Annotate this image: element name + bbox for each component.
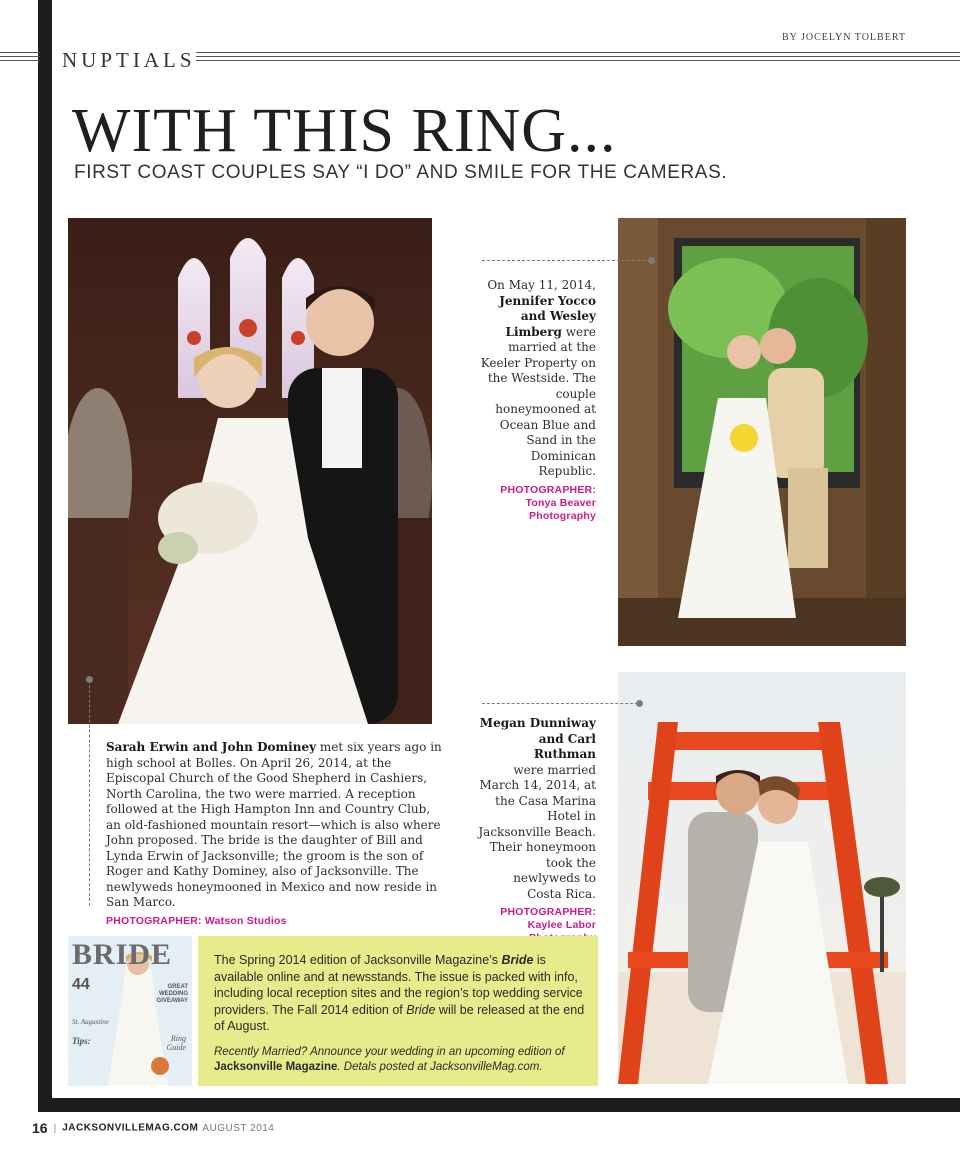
headline: WITH THIS RING...: [72, 97, 617, 165]
promo-note-text: . Detals posted at JacksonvilleMag.com.: [337, 1061, 543, 1073]
connector-dot-couple2: [648, 257, 655, 264]
promo-text: will be released at the end of August.: [214, 1002, 585, 1033]
credit-label: PHOTOGRAPHER:: [106, 914, 202, 927]
cover-guide-line: Guide: [166, 1043, 186, 1052]
deck: FIRST COAST COUPLES SAY “I DO” AND SMILE FOR THE CAMERAS.: [74, 162, 728, 183]
photo-barn-couple: [618, 218, 906, 646]
credit-label: PHOTOGRAPHER:: [500, 483, 596, 496]
caption-couple2-names: Jennifer Yocco and Wesley Limberg: [499, 293, 596, 339]
credit-name-2: Photography: [529, 509, 596, 522]
promo-bride-title: Bride: [406, 1002, 436, 1017]
caption-couple2: [476, 278, 596, 523]
bride-promo-text: [214, 952, 586, 1035]
section-rule-left: [0, 52, 40, 66]
cover-city: St. Augustine: [72, 1018, 109, 1026]
promo-bride-title: Bride: [501, 953, 534, 967]
section-rule-right: [196, 52, 960, 66]
cover-feature: [157, 984, 188, 1005]
connector-line-couple2: [482, 260, 650, 261]
section-label: NUPTIALS: [62, 48, 196, 72]
cover-guide-line: Ring: [170, 1034, 186, 1043]
promo-note-text: Recently Married? Announce your wedding in an upcoming edition of: [214, 1046, 565, 1058]
cover-feature-line: GIVEAWAY: [156, 998, 188, 1004]
connector-line-couple3: [482, 703, 638, 704]
page-footer: [32, 1120, 274, 1136]
bride-magazine-cover: [68, 936, 192, 1086]
caption-couple1-text: met six years ago in high school at Bolles. On April 26, 2014, at the Episcopal Church of the Good Shepherd in Cashiers, North Carolina, the two were married. A reception followed at the High Hampton Inn and Country Club, an old-fashioned mountain resort—which is also where John proposed. The bride is the daughter of Bill and Lynda Erwin of Jacksonville; the groom is the son of Roger and Kathy Dominey, also of Jacksonville. The newlyweds honeymooned in Mexico and now reside in San Marco.: [106, 740, 442, 909]
bride-promo-note: [214, 1045, 586, 1075]
caption-couple3-names: Megan Dunniway and Carl Ruthman: [479, 716, 596, 761]
photo-lifeguard-couple: [618, 672, 906, 1084]
credit-name: Watson Studios: [204, 914, 287, 927]
credit-label: PHOTOGRAPHER:: [500, 906, 596, 918]
cover-number: 44: [72, 976, 90, 993]
footer-site: JACKSONVILLEMAG.COM: [62, 1122, 199, 1134]
cover-feature-line: GREAT: [167, 984, 188, 990]
caption-couple3-text: were married March 14, 2014, at the Casa Marina Hotel in Jacksonville Beach. Their honeymoon took the newlyweds to Costa Rica.: [478, 762, 596, 901]
caption-couple2-text: were married at the Keeler Property on the Westside. The couple honeymooned at Ocean Blue and Sand in the Dominican Republic.: [480, 324, 596, 478]
caption-couple1-credit: [106, 915, 442, 928]
credit-name: Tonya Beaver: [525, 496, 596, 509]
cover-tips: Tips:: [72, 1036, 91, 1046]
page-frame-bottom: [38, 1098, 960, 1112]
byline: BY JOCELYN TOLBERT: [782, 32, 906, 43]
cover-guide: [166, 1034, 186, 1052]
cover-masthead: BRIDE: [72, 938, 173, 971]
page-number: 16: [32, 1120, 48, 1136]
connector-dot-couple3: [636, 700, 643, 707]
caption-couple3: [476, 716, 596, 945]
connector-dot-couple1: [86, 676, 93, 683]
footer-separator: |: [53, 1122, 57, 1134]
caption-couple2-credit: [476, 484, 596, 523]
promo-text: The Spring 2014 edition of Jacksonville Magazine’s: [214, 953, 502, 967]
caption-couple1: [106, 740, 442, 928]
cover-feature-line: WEDDING: [159, 991, 188, 997]
caption-couple1-names: Sarah Erwin and John Dominey: [106, 740, 317, 754]
photo-church-couple: [68, 218, 432, 724]
caption-couple2-intro: On May 11, 2014,: [487, 278, 596, 292]
footer-date: AUGUST 2014: [202, 1122, 275, 1134]
connector-line-couple1: [89, 680, 90, 906]
page-frame-left: [38, 0, 52, 1112]
promo-note-brand: Jacksonville Magazine: [214, 1061, 338, 1073]
promo-text: is available online and at newsstands. The issue is packed with info, including local reception sites and the region’s top wedding service providers. The Fall 2014 edition of: [214, 953, 583, 1017]
credit-name: Kaylee Labor: [527, 919, 596, 931]
